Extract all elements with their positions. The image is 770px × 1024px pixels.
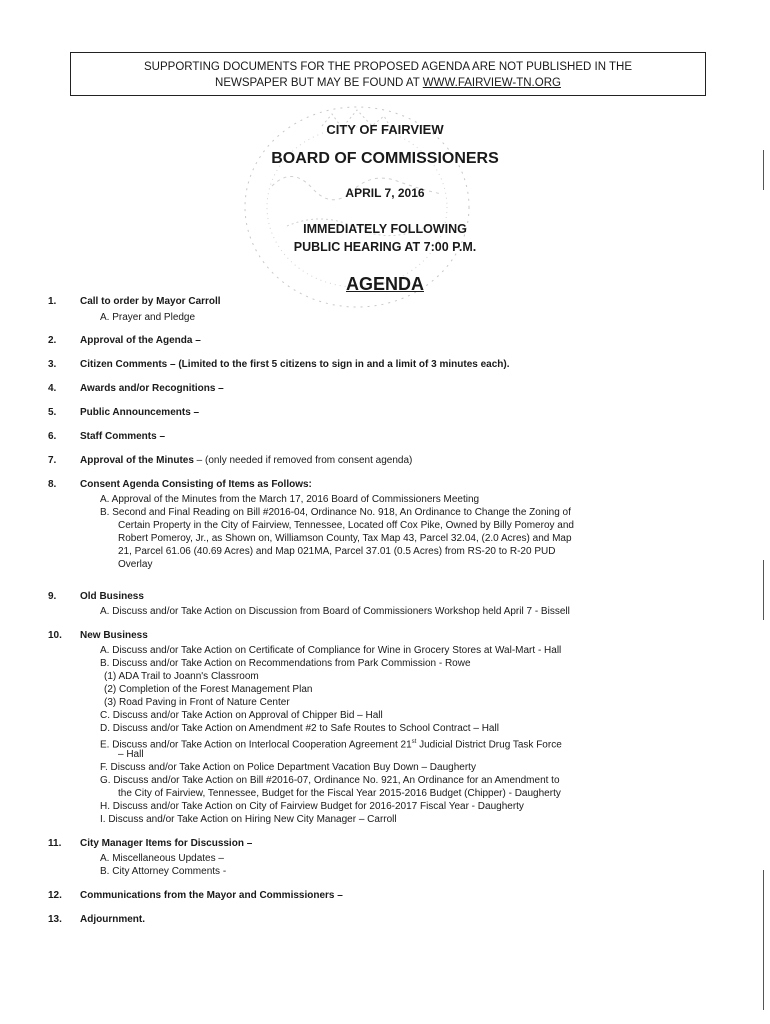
item-10-sub-b-3: (3) Road Paving in Front of Nature Center [104,697,290,708]
item-7-note: – (only needed if removed from consent agenda) [193,455,413,466]
item-number-12: 12. [48,890,62,901]
item-10-sub-d: D. Discuss and/or Take Action on Amendment #2 to Safe Routes to School Contract – Hall [100,723,499,734]
item-7-title: Approval of the Minutes [80,455,194,466]
item-number-6: 6. [48,431,57,442]
item-10-sub-b-2: (2) Completion of the Forest Management Plan [104,684,313,695]
notice-line-1: SUPPORTING DOCUMENTS FOR THE PROPOSED AGENDA ARE NOT PUBLISHED IN THE [144,61,632,73]
scan-edge-mark [763,560,764,620]
item-number-5: 5. [48,407,57,418]
website-link[interactable]: WWW.FAIRVIEW-TN.ORG [422,77,561,89]
notice-line-2 [71,75,705,91]
item-number-7: 7. [48,455,57,466]
item-8-sub-a: A. Approval of the Minutes from the March 17, 2016 Board of Commissioners Meeting [100,494,480,505]
item-10-sub-g-line-1: G. Discuss and/or Take Action on Bill #2016-07, Ordinance No. 921, An Ordinance for an Amendment to [100,775,560,786]
item-10-sub-e-line-1 [100,736,562,751]
item-7-row [80,455,412,467]
following-line-2: PUBLIC HEARING AT 7:00 P.M. [293,240,477,254]
item-number-4: 4. [48,383,57,394]
item-8-sub-b-line-3: Robert Pomeroy, Jr., as Shown on, Williamson County, Tax Map 43, Parcel 32.04, (2.0 Acres) and Map [118,533,572,544]
scan-edge-mark [763,870,764,1010]
notice-box [70,52,706,96]
item-10-sub-b-1: (1) ADA Trail to Joann's Classroom [104,671,259,682]
item-number-10: 10. [48,630,62,641]
item-number-11: 11. [48,838,62,849]
item-4-title: Awards and/or Recognitions – [80,383,224,394]
item-8-sub-b-line-4: 21, Parcel 61.06 (40.69 Acres) and Map 021MA, Parcel 37.01 (0.5 Acres) from RS-20 to R-20 PUD [118,546,556,557]
item-11-sub-b: B. City Attorney Comments - [100,866,227,877]
item-1-title: Call to order by Mayor Carroll [80,296,221,307]
item-10-title: New Business [80,630,148,641]
item-5-title: Public Announcements – [80,407,200,418]
item-10-sub-e-sup: st [411,739,417,745]
agenda-heading: AGENDA [345,274,424,294]
following-line-1: IMMEDIATELY FOLLOWING [303,222,467,236]
item-10-sub-e-line-2: – Hall [118,749,144,760]
item-1-sub-a: A. Prayer and Pledge [100,312,196,323]
notice-line-2-text: NEWSPAPER BUT MAY BE FOUND AT [215,77,423,89]
item-10-sub-f: F. Discuss and/or Take Action on Police Department Vacation Buy Down – Daugherty [100,762,476,773]
item-9-sub-a: A. Discuss and/or Take Action on Discussion from Board of Commissioners Workshop held April 7 - Bissell [100,606,570,617]
item-10-sub-g-line-2: the City of Fairview, Tennessee, Budget for the Fiscal Year 2015-2016 Budget (Chipper) - Daugherty [118,788,561,799]
item-10-sub-b: B. Discuss and/or Take Action on Recommendations from Park Commission - Rowe [100,658,471,669]
item-10-sub-e-rest: Judicial District Drug Task Force [416,739,562,751]
item-10-sub-c: C. Discuss and/or Take Action on Approval of Chipper Bid – Hall [100,710,383,721]
item-number-8: 8. [48,479,57,490]
item-number-13: 13. [48,914,62,925]
item-number-2: 2. [48,335,57,346]
item-number-3: 3. [48,359,57,370]
item-9-title: Old Business [80,591,144,602]
meeting-date: APRIL 7, 2016 [345,186,425,200]
item-10-sub-h: H. Discuss and/or Take Action on City of Fairview Budget for 2016-2017 Fiscal Year - Daugherty [100,801,524,812]
item-6-title: Staff Comments – [80,431,166,442]
item-11-sub-a: A. Miscellaneous Updates – [100,853,224,864]
item-8-sub-b-line-2: Certain Property in the City of Fairview, Tennessee, Located off Cox Pike, Owned by Billy Pomeroy and [118,520,574,531]
city-name: CITY OF FAIRVIEW [326,122,444,137]
item-10-sub-a: A. Discuss and/or Take Action on Certificate of Compliance for Wine in Grocery Stores at Wal-Mart - Hall [100,645,562,656]
scan-edge-mark [763,150,764,190]
item-2-title: Approval of the Agenda – [80,335,201,346]
item-8-sub-b-line-1: B. Second and Final Reading on Bill #2016-04, Ordinance No. 918, An Ordinance to Change the Zoning of [100,507,571,518]
item-10-sub-i: I. Discuss and/or Take Action on Hiring New City Manager – Carroll [100,814,397,825]
board-title: BOARD OF COMMISSIONERS [271,150,499,167]
item-12-title: Communications from the Mayor and Commissioners – [80,890,343,901]
item-number-1: 1. [48,296,57,307]
item-8-sub-b-line-5: Overlay [118,559,153,570]
item-number-9: 9. [48,591,57,602]
item-8-title: Consent Agenda Consisting of Items as Follows: [80,479,312,490]
item-11-title: City Manager Items for Discussion – [80,838,253,849]
item-3-title: Citizen Comments – (Limited to the first 5 citizens to sign in and a limit of 3 minutes each). [80,359,510,370]
item-13-title: Adjournment. [80,914,145,925]
item-10-sub-e-text: E. Discuss and/or Take Action on Interlocal Cooperation Agreement 21 [100,739,412,751]
